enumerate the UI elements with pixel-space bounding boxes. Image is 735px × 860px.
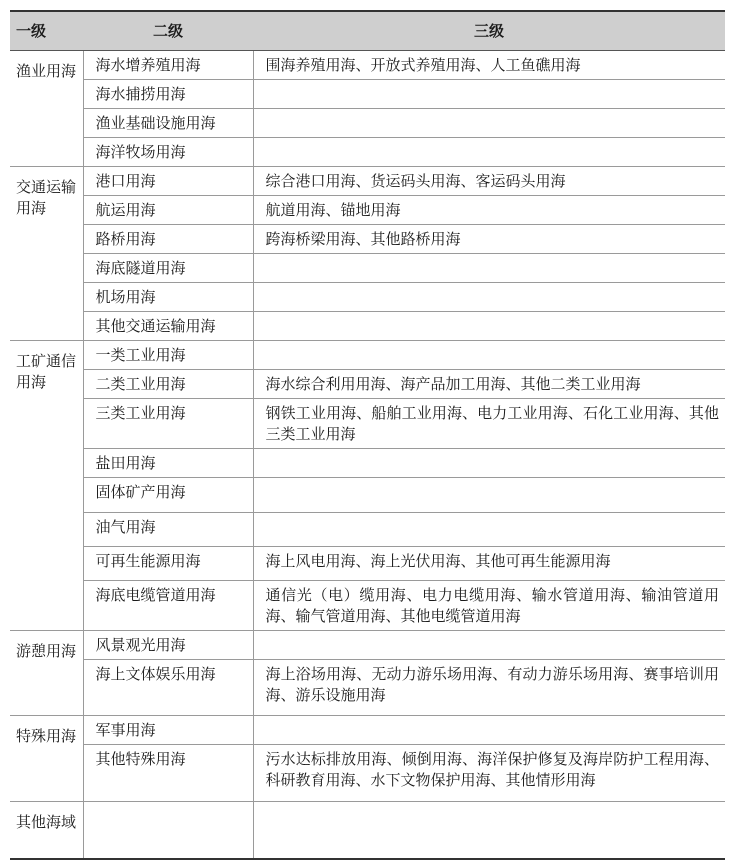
level2-cell: 其他交通运输用海 [83, 312, 253, 341]
level2-cell: 港口用海 [83, 167, 253, 196]
level2-cell: 油气用海 [83, 513, 253, 547]
level2-cell: 三类工业用海 [83, 399, 253, 449]
level2-cell: 海上文体娱乐用海 [83, 660, 253, 716]
table-row [10, 225, 725, 254]
level1-cell: 其他海域 [10, 802, 83, 859]
level1-cell: 游憩用海 [10, 631, 83, 716]
level2-cell: 航运用海 [83, 196, 253, 225]
table-row [10, 51, 725, 80]
level3-cell [253, 478, 725, 513]
level3-cell [253, 449, 725, 478]
level3-cell: 跨海桥梁用海、其他路桥用海 [253, 225, 725, 254]
table-row [10, 513, 725, 547]
header-row [10, 11, 725, 51]
sea-use-classification-table [10, 10, 725, 860]
table-row [10, 196, 725, 225]
level3-cell [253, 513, 725, 547]
table-body [10, 51, 725, 859]
level3-cell: 污水达标排放用海、倾倒用海、海洋保护修复及海岸防护工程用海、科研教育用海、水下文物保护用海、其他情形用海 [253, 745, 725, 802]
level3-cell [253, 802, 725, 859]
level3-cell: 海上风电用海、海上光伏用海、其他可再生能源用海 [253, 547, 725, 581]
level2-cell: 路桥用海 [83, 225, 253, 254]
table-row [10, 745, 725, 802]
level2-cell: 海底电缆管道用海 [83, 581, 253, 631]
level3-cell: 航道用海、锚地用海 [253, 196, 725, 225]
table-row [10, 138, 725, 167]
table-header [10, 11, 725, 51]
table-row [10, 167, 725, 196]
level3-cell [253, 312, 725, 341]
level2-cell: 海水增养殖用海 [83, 51, 253, 80]
level3-cell [253, 254, 725, 283]
table-row [10, 660, 725, 716]
level1-cell: 交通运输用海 [10, 167, 83, 341]
table-row [10, 283, 725, 312]
level2-cell: 固体矿产用海 [83, 478, 253, 513]
table-row [10, 254, 725, 283]
table-row [10, 80, 725, 109]
level3-cell: 海水综合利用用海、海产品加工用海、其他二类工业用海 [253, 370, 725, 399]
table-row [10, 547, 725, 581]
level3-cell: 钢铁工业用海、船舶工业用海、电力工业用海、石化工业用海、其他三类工业用海 [253, 399, 725, 449]
level2-cell: 其他特殊用海 [83, 745, 253, 802]
level2-cell: 军事用海 [83, 716, 253, 745]
level3-cell [253, 716, 725, 745]
table-row [10, 478, 725, 513]
level3-cell [253, 80, 725, 109]
level2-cell: 可再生能源用海 [83, 547, 253, 581]
level2-cell: 二类工业用海 [83, 370, 253, 399]
level3-cell [253, 631, 725, 660]
level2-cell: 机场用海 [83, 283, 253, 312]
header-level1: 一级 [10, 11, 83, 51]
table-row [10, 399, 725, 449]
table-row [10, 109, 725, 138]
table-row [10, 631, 725, 660]
level3-cell [253, 283, 725, 312]
table-row [10, 716, 725, 745]
level1-cell: 工矿通信用海 [10, 341, 83, 631]
level3-cell: 通信光（电）缆用海、电力电缆用海、输水管道用海、输油管道用海、输气管道用海、其他电缆管道用海 [253, 581, 725, 631]
level2-cell: 盐田用海 [83, 449, 253, 478]
level3-cell [253, 341, 725, 370]
header-level3: 三级 [253, 11, 725, 51]
level2-cell: 渔业基础设施用海 [83, 109, 253, 138]
level3-cell [253, 138, 725, 167]
table-row [10, 581, 725, 631]
level2-cell: 一类工业用海 [83, 341, 253, 370]
table-row [10, 341, 725, 370]
level2-cell: 海洋牧场用海 [83, 138, 253, 167]
level3-cell: 海上浴场用海、无动力游乐场用海、有动力游乐场用海、赛事培训用海、游乐设施用海 [253, 660, 725, 716]
level2-cell: 海底隧道用海 [83, 254, 253, 283]
level2-cell [83, 802, 253, 859]
level3-cell [253, 109, 725, 138]
level1-cell: 渔业用海 [10, 51, 83, 167]
table-row [10, 312, 725, 341]
table-row [10, 802, 725, 859]
table-row [10, 370, 725, 399]
level2-cell: 海水捕捞用海 [83, 80, 253, 109]
table-row [10, 449, 725, 478]
level1-cell: 特殊用海 [10, 716, 83, 802]
level3-cell: 综合港口用海、货运码头用海、客运码头用海 [253, 167, 725, 196]
header-level2: 二级 [83, 11, 253, 51]
level2-cell: 风景观光用海 [83, 631, 253, 660]
level3-cell: 围海养殖用海、开放式养殖用海、人工鱼礁用海 [253, 51, 725, 80]
